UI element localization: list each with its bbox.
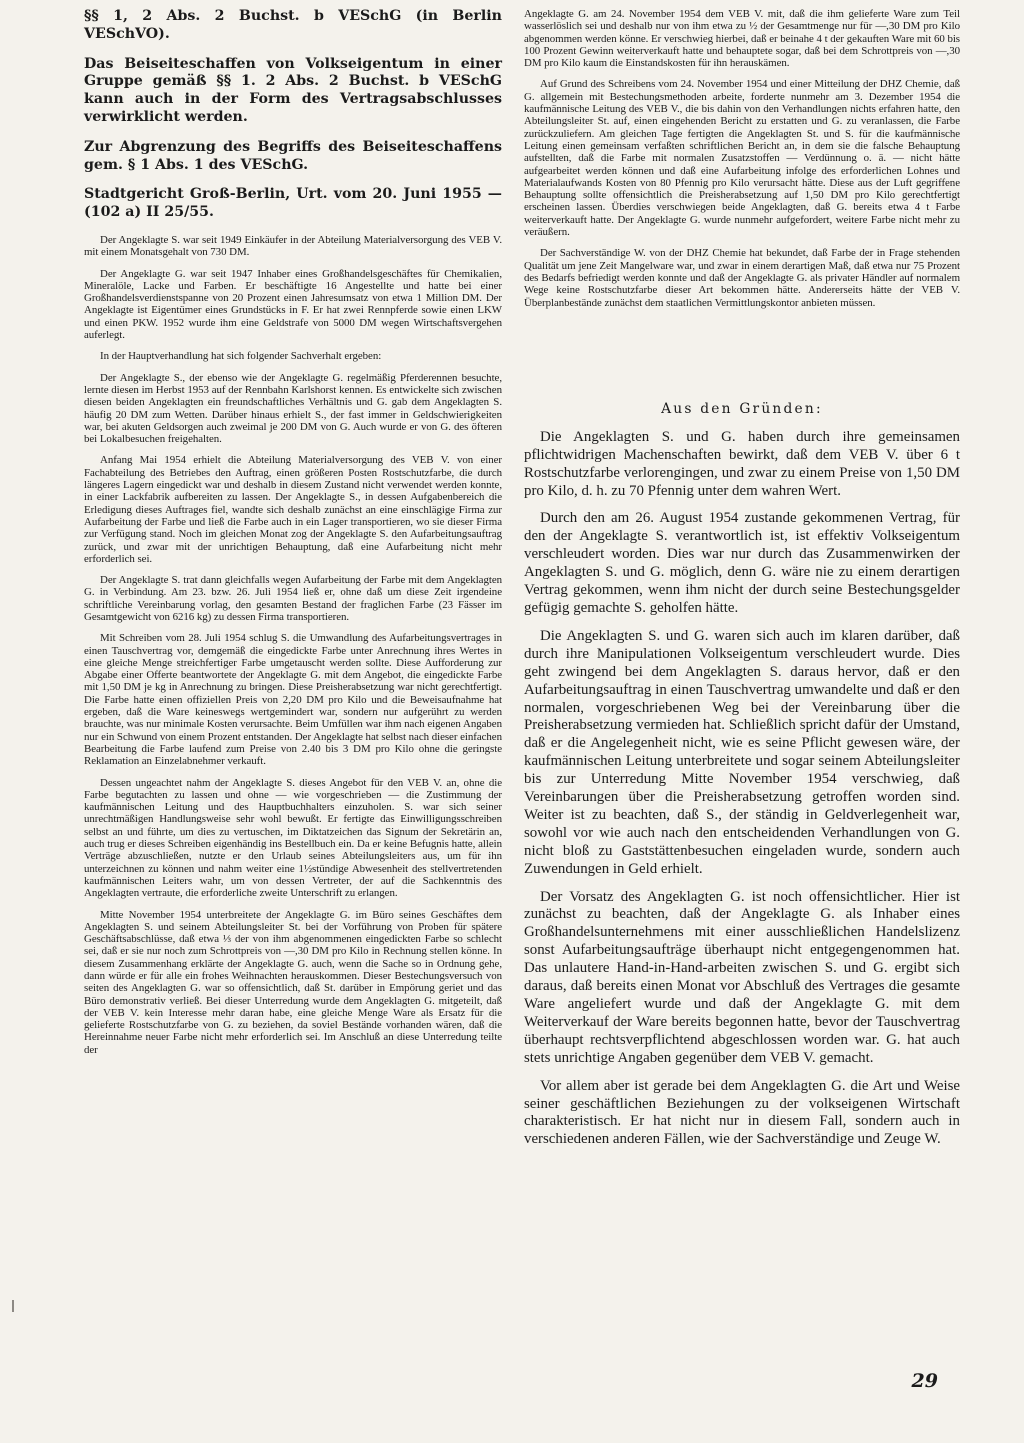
paragraph: Angeklagte G. am 24. November 1954 dem VEB V. mit, daß die ihm gelieferte Ware zum Teil wasserlöslich sei und deshalb nur von ihm etwa zu ½ der Gesamtmenge nur für —,30 DM pro Kilo abgenommen werden könne. Er verschwieg hierbei, daß er beinahe 4 t der gekauften Ware mit 60 bis 100 Prozent Gewinn weiterverkauft hatte und behauptete sogar, daß bei dem Schrottpreis von —,30 DM pro Kilo kaum die Einstandskosten für ihn herauskämen. xyxy=(524,8,960,70)
paragraph: Mitte November 1954 unterbreitete der Angeklagte G. im Büro seines Geschäftes dem Angeklagten S. und seinem Abteilungsleiter St. bei der Vorführung von Proben für spätere Geschäftsabschlüsse, daß etwa ⅓ der von ihm abgenommenen eingedickten Farbe so schlecht sei, daß er sie nur noch zum Schrottpreis von —,30 DM pro Kilo in Rechnung stellen könne. In diesem Zusammenhang erklärte der Angeklagte G. auch, wenn die Sache so in Ordnung gehe, dann würde er für alle ein frohes Weihnachten herauskommen. Dieser Bestechungsversuch von seiten des Angeklagten G. war so offensichtlich, daß St. darüber in Empörung geriet und das Büro demonstrativ verließ. Bei dieser Unterredung wurde dem Angeklagten G. mitgeteilt, daß der VEB V. kein Interesse mehr daran habe, eine gleiche Menge Ware als Ersatz für die gelieferte Rostschutzfarbe von G. zu beziehen, da soviel Bestände vorhanden wären, daß die Hereinnahme neuer Farbe nicht mehr erforderlich sei. Im Anschluß an diese Unterredung teilte der xyxy=(84,908,502,1056)
headnote-1: Das Beiseiteschaffen von Volkseigentum in einer Gruppe gemäß §§ 1. 2 Abs. 2 Buchst. b VESchG kann auch in der Form des Vertragsabschlusses verwirklicht werden. xyxy=(84,55,502,125)
paragraph: Mit Schreiben vom 28. Juli 1954 schlug S. die Umwandlung des Aufarbeitungsvertrages in einen Tauschvertrag vor, demgemäß die eingedickte Farbe unter Anrechnung ihres Wertes in eine gleiche Menge streichfertiger Farbe umgetauscht werden sollte. Diese Aufforderung zur Abgabe einer Offerte beantwortete der Angeklagte G. mit dem Angebot, die eingedickte Farbe mit 1,50 DM je kg in Anrechnung zu bringen. Diese Preisherabsetzung war nicht gerechtfertigt. Die Farbe hatte einen offiziellen Preis von 2,20 DM pro Kilo und die Beweisaufnahme hat ergeben, daß die Ware keineswegs wertgemindert war, sondern nur aufgerührt zu werden brauchte, was nur minimale Kosten verursachte. Beim Umfüllen war ihm nach eigenen Angaben nur ein Schwund von einem Prozent entstanden. Der Angeklagte hat selbst nach dieser einfachen Bearbeitung die Farbe laufend zum Preise von 2.40 bis 3 DM pro Kilo ohne die geringste Reklamation an Einzelabnehmer verkauft. xyxy=(84,632,502,768)
statute-heading: §§ 1, 2 Abs. 2 Buchst. b VESchG (in Berlin VESchVO). xyxy=(84,8,502,42)
paragraph: Der Vorsatz des Angeklagten G. ist noch offensichtlicher. Hier ist zunächst zu beachten, daß der Angeklagte G. als Inhaber eines Großhandelsunternehmens mit einer ausschließlichen Handelslizenz sonst Aufarbeitungsaufträge überhaupt nicht entgegengenommen hat. Das unlautere Hand-in-Hand-arbeiten zwischen S. und G. ergibt sich daraus, daß bereits einen Monat vor Abschluß des Vertrages die gesamte Ware angeliefert wurde und daß der Angeklagte G. mit dem Weiterverkauf der Ware bereits begonnen hatte, bevor der Tauschvertrag überhaupt rechtsverpflichtend abgeschlossen worden war. G. hat auch stets unrichtige Angaben gegenüber dem VEB V. gemacht. xyxy=(524,888,960,1066)
paragraph: Der Angeklagte S., der ebenso wie der Angeklagte G. regelmäßig Pferderennen besuchte, lernte diesen im Herbst 1953 auf der Rennbahn Karlshorst kennen. Es entwickelte sich zwischen diesen beiden Angeklagten ein freundschaftliches Verhältnis und G. gab dem Angeklagten S. häufig 20 DM zum Wetten. Darüber hinaus erhielt S., der fast immer in Geldschwierigkeiten war, bei akuten Geldsorgen auch zweimal je 200 DM von G. Auch wurde er von G. des öfteren bei Lokalbesuchen freigehalten. xyxy=(84,371,502,446)
right-column xyxy=(524,8,960,1159)
paragraph: Der Angeklagte S. trat dann gleichfalls wegen Aufarbeitung der Farbe mit dem Angeklagten G. in Verbindung. Am 23. bzw. 26. Juli 1954 ließ er, ohne daß um diese Zeit irgendeine schriftliche Vereinbarung vorlag, den gesamten Bestand der fraglichen Farbe (23 Fässer im Gesamtgewicht von 6216 kg) zu dessen Firma transportieren. xyxy=(84,574,502,623)
paragraph: Durch den am 26. August 1954 zustande gekommenen Vertrag, für den der Angeklagte S. verantwortlich ist, ist effektiv Volkseigentum verschleudert worden. Dies war nur durch das Zusammenwirken der Angeklagten S. und G. möglich, denn G. wäre nie zu einem derartigen Vertrag gekommen, wenn ihm nicht der durch seine Bestechungsgelder gefügig gemachte S. geholfen hätte. xyxy=(524,510,960,616)
paragraph: Die Angeklagten S. und G. waren sich auch im klaren darüber, daß durch ihre Manipulationen Volkseigentum verschleudert wurde. Dies geht zwingend bei dem Angeklagten S. daraus hervor, daß er den Aufarbeitungsauftrag in einen Tauschvertrag umwandelte und daß er den normalen, vorgeschriebenen Weg bei der Vereinbarung über die Preisherabsetzung vermieden hat. Schließlich spricht dafür der Umstand, daß er die Angelegenheit nicht, wie es seine Pflicht gewesen wäre, der kaufmännischen Leitung unterbreitete und sogar seinem Abteilungsleiter bis zur Unterredung Mitte November 1954 verschwieg, daß Vereinbarungen über die Preisherabsetzung getroffen worden sind. Weiter ist zu beachten, daß S., der ständig in Geldverlegenheit war, sowohl vor wie auch nach den entscheidenden Verhandlungen von G. nicht bloß zu Gaststättenbesuchen eingeladen wurde, sondern auch Zuwendungen in Geld erhielt. xyxy=(524,627,960,877)
paragraph: Der Sachverständige W. von der DHZ Chemie hat bekundet, daß Farbe der in Frage stehenden Qualität um jene Zeit Mangelware war, und zwar in einem derartigen Maß, daß etwa nur 75 Prozent des Bedarfs befriedigt werden konnte und daß der Angeklagte G. als privater Händler auf normalem Wege keine Rostschutzfarbe dieser Art bekommen hätte. Andererseits hätte der VEB V. Überplanbestände zunächst dem staatlichen Vermittlungskontor anbieten müssen. xyxy=(524,247,960,309)
paragraph: Die Angeklagten S. und G. haben durch ihre gemeinsamen pflichtwidrigen Machenschaften bewirkt, daß dem VEB V. über 6 t Rostschutzfarbe verlorengingen, und zwar zu einem Preise von 1,50 DM pro Kilo, d. h. zu 70 Pfennig unter dem wahren Wert. xyxy=(524,428,960,499)
headnote-2: Zur Abgrenzung des Begriffs des Beiseiteschaffens gem. § 1 Abs. 1 des VESchG. xyxy=(84,138,502,173)
court-citation: Stadtgericht Groß-Berlin, Urt. vom 20. Juni 1955 — (102 a) II 25/55. xyxy=(84,186,502,221)
left-column xyxy=(84,8,502,1065)
grounds-heading: Aus den Gründen: xyxy=(661,400,823,417)
paragraph: Auf Grund des Schreibens vom 24. November 1954 und einer Mitteilung der DHZ Chemie, daß G. allgemein mit Bestechungsmethoden arbeite, forderte nunmehr am 3. Dezember 1954 die kaufmännische Leitung des VEB V., die bis dahin von den Verhandlungen nichts erfahren hatte, den Abteilungsleiter St. auf, einen eingehenden Bericht zu erstatten und G. zu veranlassen, die Farbe zurückzuliefern. Am gleichen Tage fertigten die Angeklagten St. und S. für die kaufmännische Leitung einen gemeinsam verfaßten schriftlichen Bericht an, in dem sie die falsche Behauptung aufstellten, daß die Farbe mit normalen Zusatzstoffen — Verdünnung o. ä. — nicht hätte aufgearbeitet werden können und daß eine Aufarbeitung infolge des erforderlichen Lohnes und Materialaufwands Kosten von 80 Pfennig pro Kilo verursacht hätte. Diese aus der Luft gegriffene Behauptung sollte offensichtlich die Preisherabsetzung auf 1,50 DM pro Kilo gerechtfertigt erscheinen lassen. Überdies verschwiegen beide Angeklagten, daß G. bereits etwa 4 t Farbe weiterverkauft hatte. Der Angeklagte G. wurde nunmehr aufgefordert, weitere Farbe nicht mehr zu veräußern. xyxy=(524,78,960,239)
page-number: 29 xyxy=(911,1370,938,1392)
paragraph: Der Angeklagte S. war seit 1949 Einkäufer in der Abteilung Materialversorgung des VEB V. mit einem Monatsgehalt von 730 DM. xyxy=(84,233,502,259)
paragraph: Dessen ungeachtet nahm der Angeklagte S. dieses Angebot für den VEB V. an, ohne die Farbe begutachten zu lassen und ohne — wie vorgeschrieben — die Zustimmung der kaufmännischen Leitung und des Hauptbuchhalters einzuholen. S. war sich seiner unrechtmäßigen Handlungsweise sehr wohl bewußt. Er fertigte das Einwilligungsschreiben selbst an und führte, um dies zu vertuschen, im Diktatzeichen das Signum der Sekretärin an, auch trug er dieses Schreiben eigenhändig ins Bestellbuch ein. Da er keine Befugnis hatte, allein Verträge abzuschließen, nutzte er den Urlaub seines Abteilungsleiters aus, um für ihn unterzeichnen zu können und nahm weiter eine 1½stündige Abwesenheit des stellvertretenden kaufmännischen Leiters wahr, um von dessen Vertreter, der auf die Sachkenntnis des Angeklagten vertraute, die erforderliche zweite Unterschrift zu erlangen. xyxy=(84,776,502,900)
paragraph: Vor allem aber ist gerade bei dem Angeklagten G. die Art und Weise seiner geschäftlichen Beziehungen zu der volkseigenen Wirtschaft charakteristisch. Er hat nicht nur in diesem Fall, sondern auch in verschiedenen anderen Fällen, wie der Sachverständige und Zeuge W. xyxy=(524,1077,960,1148)
paragraph: Der Angeklagte G. war seit 1947 Inhaber eines Großhandelsgeschäftes für Chemikalien, Mineralöle, Lacke und Farben. Er beschäftigte 16 Angestellte und hatte bei einer Großhandelsverdienstspanne von 20 Prozent einen Jahresumsatz von etwa 1 Million DM. Der Angeklagte ist Eigentümer eines Grundstücks in F. Er hat zwei Rennpferde sowie einen LKW und einen PKW. 1952 wurde ihm eine Geldstrafe von 5000 DM wegen Wirtschaftsvergehen auferlegt. xyxy=(84,267,502,342)
paragraph: Anfang Mai 1954 erhielt die Abteilung Materialversorgung des VEB V. von einer Fachabteilung des Betriebes den Auftrag, einen größeren Posten Rostschutzfarbe, die durch längeres Lagern eingedickt war und deshalb in diesem Zustand nicht verwendet werden konnte, in einer Lackfabrik aufbereiten zu lassen. Der Angeklagte S., in dessen Aufgabenbereich die Erledigung dieses Auftrages fiel, wandte sich deshalb zunächst an eine einschlägige Firma zur Aufarbeitung der Farbe und ließ die Farbe auch in ein Lager transportieren, wo sie dieser Firma zur Verfügung stand. Noch im gleichen Monat zog der Angeklagte S. den Aufarbeitungsauftrag zurück, und zwar mit der unrichtigen Behauptung, daß eine Aufarbeitung nicht mehr erforderlich sei. xyxy=(84,454,502,565)
paragraph: In der Hauptverhandlung hat sich folgender Sachverhalt ergeben: xyxy=(100,350,382,363)
margin-mark xyxy=(12,1300,14,1312)
